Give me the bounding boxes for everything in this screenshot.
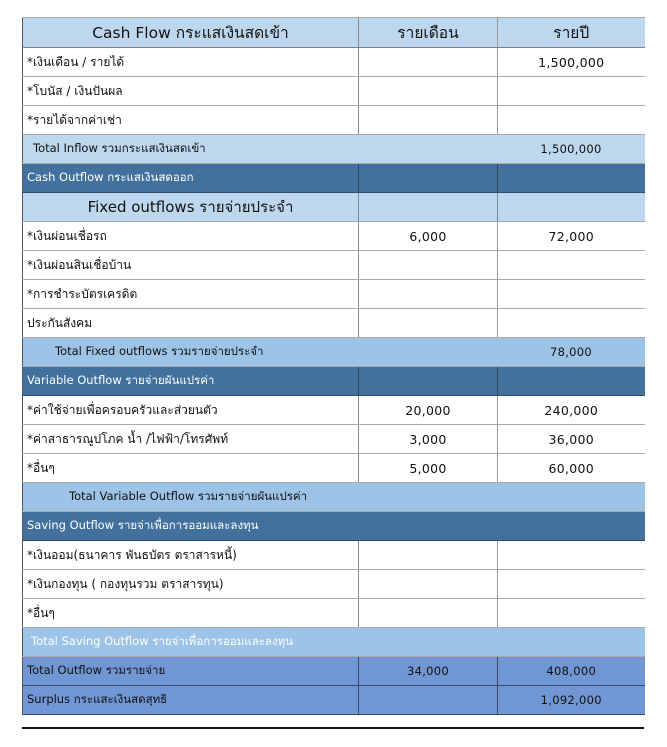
row-label[interactable]: *โบนัส / เงินปันผล — [23, 77, 359, 106]
total-outflow-monthly[interactable]: 34,000 — [359, 657, 498, 686]
total-fixed-yearly[interactable]: 78,000 — [498, 338, 645, 367]
cash-outflow-label: Cash Outflow กระแสเงินสดออก — [23, 164, 359, 193]
yearly-cell[interactable] — [498, 599, 645, 628]
monthly-cell[interactable]: 3,000 — [359, 425, 498, 454]
variable-outflow-section-row — [23, 367, 645, 396]
row-label[interactable]: *เงินผ่อนสินเชื่อบ้าน — [23, 251, 359, 280]
inflow-row-salary — [23, 48, 645, 77]
monthly-cell[interactable] — [359, 77, 498, 106]
total-inflow-label: Total Inflow รวมกระแสเงินสดเข้า — [23, 135, 498, 164]
monthly-cell[interactable] — [359, 541, 498, 570]
saving-outflow-section-row — [23, 512, 645, 541]
row-label[interactable]: *รายได้จากค่าเช่า — [23, 106, 359, 135]
row-label[interactable]: *เงินผ่อนเชื่อรถ — [23, 222, 359, 251]
cash-flow-sheet — [22, 17, 644, 715]
total-inflow-yearly[interactable]: 1,500,000 — [498, 135, 645, 164]
monthly-cell[interactable] — [359, 280, 498, 309]
table-title: Cash Flow กระแสเงินสดเข้า — [23, 18, 359, 48]
yearly-cell[interactable]: 72,000 — [498, 222, 645, 251]
cash-outflow-section-row — [23, 164, 645, 193]
monthly-cell[interactable] — [359, 570, 498, 599]
saving-row-deposits — [23, 541, 645, 570]
yearly-cell[interactable] — [498, 541, 645, 570]
header-row — [23, 18, 645, 48]
cash-flow-table — [22, 17, 645, 715]
surplus-monthly[interactable] — [359, 686, 498, 715]
variable-row-family — [23, 396, 645, 425]
monthly-cell[interactable] — [359, 164, 498, 193]
inflow-row-rent — [23, 106, 645, 135]
monthly-cell[interactable] — [359, 309, 498, 338]
monthly-cell[interactable] — [359, 599, 498, 628]
total-fixed-label: Total Fixed outflows รวมรายจ่ายประจำ — [23, 338, 498, 367]
variable-outflow-heading: Variable Outflow รายจ่ายผันแปรค่า — [23, 367, 359, 396]
total-fixed-row — [23, 338, 645, 367]
yearly-cell[interactable] — [498, 280, 645, 309]
yearly-cell[interactable] — [498, 570, 645, 599]
row-label[interactable]: *อื่นๆ — [23, 454, 359, 483]
total-inflow-row — [23, 135, 645, 164]
row-label[interactable]: *ค่าใช้จ่ายเพื่อครอบครัวและส่วยนตัว — [23, 396, 359, 425]
fixed-row-home-loan — [23, 251, 645, 280]
variable-row-utilities — [23, 425, 645, 454]
yearly-cell[interactable] — [498, 164, 645, 193]
fixed-row-credit-card — [23, 280, 645, 309]
monthly-cell[interactable] — [359, 193, 498, 222]
saving-outflow-heading: Saving Outflow รายจ่าเพื่อการออมและลงทุน — [23, 512, 645, 541]
yearly-cell[interactable]: 36,000 — [498, 425, 645, 454]
total-variable-label: Total Variable Outflow รวมรายจ่ายผันแปรค่า — [23, 483, 645, 512]
total-saving-row — [23, 628, 645, 657]
surplus-yearly[interactable]: 1,092,000 — [498, 686, 645, 715]
total-outflow-label: Total Outflow รวมรายจ่าย — [23, 657, 359, 686]
yearly-cell[interactable]: 60,000 — [498, 454, 645, 483]
surplus-row — [23, 686, 645, 715]
yearly-cell[interactable] — [498, 193, 645, 222]
yearly-cell[interactable] — [498, 251, 645, 280]
total-variable-row — [23, 483, 645, 512]
yearly-cell[interactable]: 240,000 — [498, 396, 645, 425]
inflow-row-bonus — [23, 77, 645, 106]
column-header-monthly: รายเดือน — [359, 18, 498, 48]
monthly-cell[interactable] — [359, 48, 498, 77]
row-label[interactable]: *อื่นๆ — [23, 599, 359, 628]
fixed-outflows-heading-row — [23, 193, 645, 222]
row-label[interactable]: *เงินเดือน / รายได้ — [23, 48, 359, 77]
row-label[interactable]: *การชำระบัตรเครดิต — [23, 280, 359, 309]
surplus-label: Surplus กระแสะเงินสดสุทธิ — [23, 686, 359, 715]
row-label[interactable]: ประกันสังคม — [23, 309, 359, 338]
monthly-cell[interactable]: 5,000 — [359, 454, 498, 483]
monthly-cell[interactable]: 6,000 — [359, 222, 498, 251]
yearly-cell[interactable] — [498, 309, 645, 338]
table-bottom-rule — [22, 727, 644, 729]
monthly-cell[interactable] — [359, 367, 498, 396]
total-outflow-yearly[interactable]: 408,000 — [498, 657, 645, 686]
fixed-row-social-security — [23, 309, 645, 338]
yearly-cell[interactable] — [498, 106, 645, 135]
monthly-cell[interactable]: 20,000 — [359, 396, 498, 425]
yearly-cell[interactable] — [498, 77, 645, 106]
total-saving-label: Total Saving Outflow รายจ่าเพื่อการออมและลงทุน — [23, 628, 645, 657]
fixed-row-car-loan — [23, 222, 645, 251]
column-header-yearly: รายปี — [498, 18, 645, 48]
row-label[interactable]: *ค่าสาธารณูปโภค น้ำ /ไฟฟ้า/โทรศัพท์ — [23, 425, 359, 454]
saving-row-funds — [23, 570, 645, 599]
variable-row-other — [23, 454, 645, 483]
yearly-cell[interactable]: 1,500,000 — [498, 48, 645, 77]
monthly-cell[interactable] — [359, 106, 498, 135]
row-label[interactable]: *เงินกองทุน ( กองทุนรวม ตราสารทุน) — [23, 570, 359, 599]
monthly-cell[interactable] — [359, 251, 498, 280]
fixed-outflows-heading: Fixed outflows รายจ่ายประจำ — [23, 193, 359, 222]
yearly-cell[interactable] — [498, 367, 645, 396]
saving-row-other — [23, 599, 645, 628]
row-label[interactable]: *เงินออม(ธนาคาร พันธบัตร ตราสารหนี้) — [23, 541, 359, 570]
total-outflow-row — [23, 657, 645, 686]
